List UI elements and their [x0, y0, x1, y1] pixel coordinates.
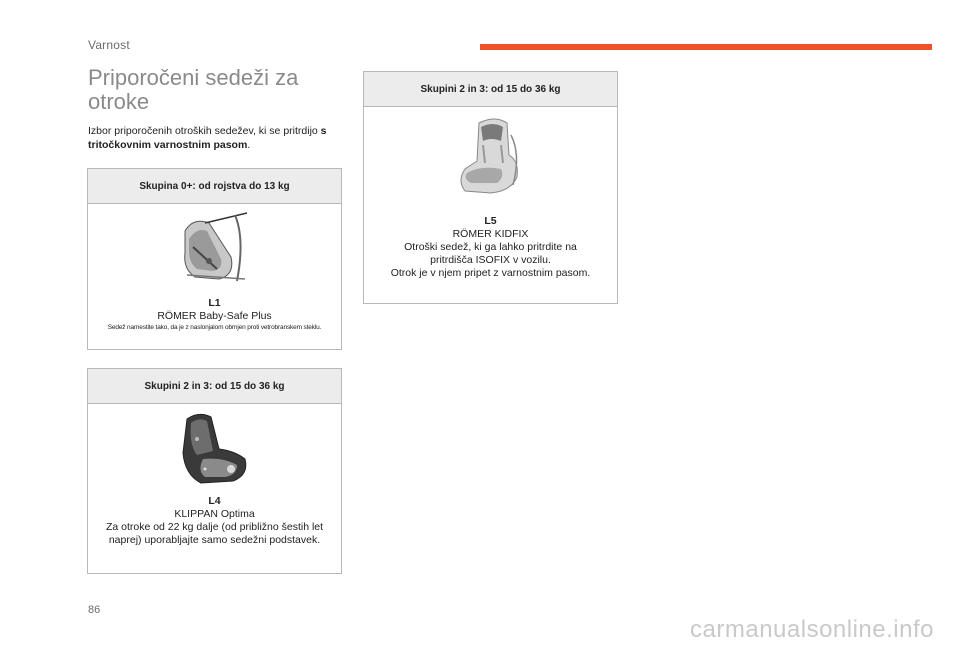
card-heading: Skupina 0+: od rojstva do 13 kg — [88, 169, 341, 204]
card-heading: Skupini 2 in 3: od 15 do 36 kg — [364, 72, 617, 107]
seat-belt-note: Otrok je v njem pripet z varnostnim pasom. — [390, 267, 591, 279]
seat-description: Za otroke od 22 kg dalje (od približno šestih let naprej) uporabljajte samo sedežni podstavek. — [105, 521, 324, 546]
seat-card-l1 — [87, 168, 342, 350]
card-heading: Skupini 2 in 3: od 15 do 36 kg — [88, 369, 341, 404]
intro-end: . — [247, 139, 251, 151]
seat-description: Otroški sedež, ki ga lahko pritrdite na pritrdišča ISOFIX v vozilu. — [404, 241, 577, 266]
seat-model: RÖMER KIDFIX — [452, 228, 529, 240]
seat-card-l4 — [87, 368, 342, 574]
intro-paragraph — [88, 124, 343, 152]
seat-code: L1 — [208, 297, 221, 309]
page-number: 86 — [88, 604, 101, 616]
seat-model: RÖMER Baby-Safe Plus — [157, 310, 272, 322]
watermark: carmanualsonline.info — [690, 616, 934, 643]
seat-code: L4 — [208, 495, 221, 507]
section-label: Varnost — [88, 38, 130, 52]
dark-booster-seat-image — [175, 409, 255, 487]
accent-bar — [480, 44, 932, 50]
page-title: Priporočeni sedeži za otroke — [88, 65, 299, 114]
seat-card-l5 — [363, 71, 618, 304]
highback-booster-seat-image — [451, 115, 531, 197]
seat-model: KLIPPAN Optima — [174, 508, 255, 520]
seat-note: Sedež namestite tako, da je z naslonjalom obrnjen proti vetrobranskem steklu. — [107, 324, 322, 331]
infant-carrier-seat-image — [175, 209, 255, 289]
intro-text: Izbor priporočenih otroških sedežev, ki se pritrdijo — [88, 125, 321, 137]
intro-bold: s tritočkovnim varnostnim pasom — [88, 125, 327, 151]
seat-code: L5 — [484, 215, 497, 227]
